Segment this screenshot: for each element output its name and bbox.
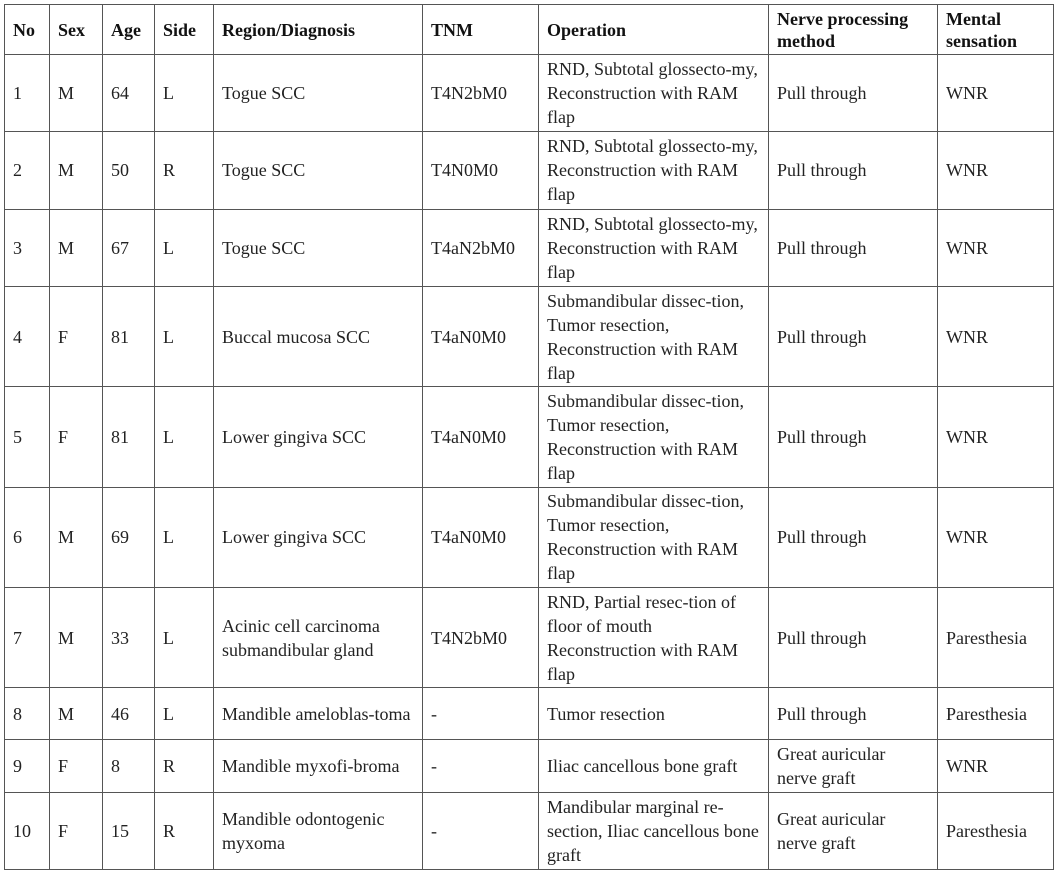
cell-sensation: WNR [938,286,1054,386]
table-row [5,132,1054,209]
header-side: Side [155,5,214,55]
cell-nerve: Pull through [769,132,938,209]
header-diagnosis: Region/Diagnosis [214,5,423,55]
cell-nerve: Great auricular nerve graft [769,740,938,792]
table-row [5,387,1054,487]
cell-diagnosis: Buccal mucosa SCC [214,286,423,386]
table-row [5,740,1054,792]
cell-diagnosis: Mandible myxofi-broma [214,740,423,792]
cell-diagnosis: Mandible odontogenic myxoma [214,792,423,869]
table-row [5,209,1054,286]
cell-diagnosis: Togue SCC [214,209,423,286]
table-row [5,587,1054,687]
cell-sensation: Paresthesia [938,688,1054,740]
cell-tnm: - [423,792,539,869]
cell-tnm: T4aN2bM0 [423,209,539,286]
header-row [5,5,1054,55]
cell-diagnosis: Lower gingiva SCC [214,387,423,487]
cell-operation: Iliac cancellous bone graft [539,740,769,792]
table-row [5,55,1054,132]
cell-sex: F [50,387,103,487]
cell-operation: Tumor resection [539,688,769,740]
cell-side: L [155,688,214,740]
cell-sensation: WNR [938,487,1054,587]
cell-sensation: WNR [938,387,1054,487]
cell-sex: M [50,487,103,587]
cell-age: 50 [103,132,155,209]
cell-operation: Submandibular dissec-tion, Tumor resection, Reconstruction with RAM flap [539,387,769,487]
cell-nerve: Great auricular nerve graft [769,792,938,869]
cell-side: R [155,792,214,869]
cell-sex: M [50,587,103,687]
cell-sensation: Paresthesia [938,792,1054,869]
cell-side: L [155,55,214,132]
cell-side: R [155,132,214,209]
cell-diagnosis: Acinic cell carcinoma submandibular gland [214,587,423,687]
header-no: No [5,5,50,55]
cell-sensation: WNR [938,132,1054,209]
cell-operation: Mandibular marginal re-section, Iliac cancellous bone graft [539,792,769,869]
header-operation: Operation [539,5,769,55]
cell-sex: F [50,792,103,869]
header-tnm: TNM [423,5,539,55]
cell-age: 69 [103,487,155,587]
cell-age: 15 [103,792,155,869]
cell-operation: RND, Partial resec-tion of floor of mouth Reconstruction with RAM flap [539,587,769,687]
cell-side: L [155,587,214,687]
cell-nerve: Pull through [769,55,938,132]
cell-sensation: WNR [938,209,1054,286]
cell-sex: M [50,132,103,209]
header-nerve: Nerve processing method [769,5,938,55]
cell-side: L [155,487,214,587]
cell-sex: M [50,209,103,286]
cell-operation: Submandibular dissec-tion, Tumor resection, Reconstruction with RAM flap [539,487,769,587]
cell-operation: RND, Subtotal glossecto-my, Reconstruction with RAM flap [539,55,769,132]
header-sex: Sex [50,5,103,55]
cell-side: R [155,740,214,792]
table-row [5,286,1054,386]
cell-age: 8 [103,740,155,792]
cell-sensation: Paresthesia [938,587,1054,687]
cell-sex: F [50,286,103,386]
cell-diagnosis: Mandible ameloblas-toma [214,688,423,740]
cell-diagnosis: Lower gingiva SCC [214,487,423,587]
cell-side: L [155,209,214,286]
cell-tnm: T4aN0M0 [423,387,539,487]
table-row [5,487,1054,587]
patient-table [4,4,1054,870]
cell-no: 10 [5,792,50,869]
cell-age: 33 [103,587,155,687]
cell-tnm: - [423,688,539,740]
cell-tnm: T4N2bM0 [423,55,539,132]
cell-sex: F [50,740,103,792]
table-row [5,792,1054,869]
cell-sex: M [50,688,103,740]
cell-no: 2 [5,132,50,209]
cell-tnm: - [423,740,539,792]
cell-no: 3 [5,209,50,286]
cell-nerve: Pull through [769,587,938,687]
cell-no: 5 [5,387,50,487]
cell-age: 46 [103,688,155,740]
cell-nerve: Pull through [769,487,938,587]
cell-tnm: T4aN0M0 [423,286,539,386]
cell-age: 67 [103,209,155,286]
cell-no: 1 [5,55,50,132]
cell-nerve: Pull through [769,387,938,487]
cell-tnm: T4N2bM0 [423,587,539,687]
cell-no: 9 [5,740,50,792]
cell-tnm: T4aN0M0 [423,487,539,587]
cell-age: 64 [103,55,155,132]
cell-sex: M [50,55,103,132]
cell-nerve: Pull through [769,688,938,740]
cell-diagnosis: Togue SCC [214,132,423,209]
cell-tnm: T4N0M0 [423,132,539,209]
cell-operation: Submandibular dissec-tion, Tumor resection, Reconstruction with RAM flap [539,286,769,386]
cell-side: L [155,387,214,487]
cell-sensation: WNR [938,55,1054,132]
header-age: Age [103,5,155,55]
cell-no: 6 [5,487,50,587]
cell-operation: RND, Subtotal glossecto-my, Reconstruction with RAM flap [539,132,769,209]
header-sensation: Mental sensation [938,5,1054,55]
cell-sensation: WNR [938,740,1054,792]
cell-no: 8 [5,688,50,740]
cell-age: 81 [103,286,155,386]
cell-nerve: Pull through [769,286,938,386]
cell-no: 4 [5,286,50,386]
table-row [5,688,1054,740]
cell-no: 7 [5,587,50,687]
cell-nerve: Pull through [769,209,938,286]
cell-operation: RND, Subtotal glossecto-my, Reconstruction with RAM flap [539,209,769,286]
cell-age: 81 [103,387,155,487]
cell-diagnosis: Togue SCC [214,55,423,132]
cell-side: L [155,286,214,386]
